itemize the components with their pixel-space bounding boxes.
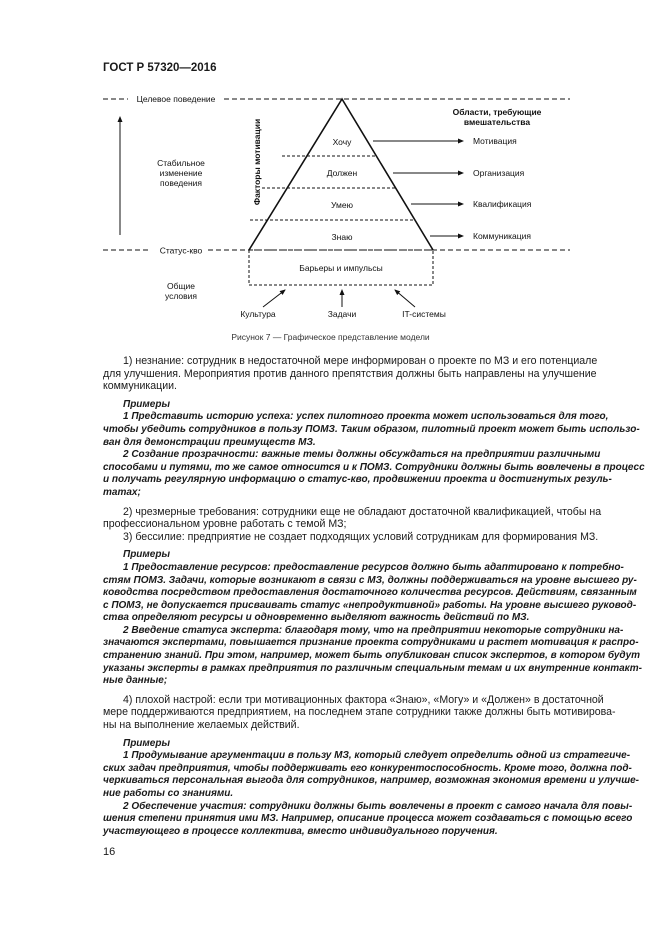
text-line: 3) бессилие: предприятие не создает подходящих условий сотрудникам для формирования МЗ.: [123, 530, 599, 543]
area-qualification: Квалификация: [473, 199, 532, 209]
level-must: Должен: [326, 168, 358, 178]
examples-block: [103, 549, 642, 688]
level-know: Знаю: [331, 232, 353, 242]
text-line: Примеры: [123, 549, 171, 561]
text-line: участвующего в процессе коллектива, вместо индивидуального поручения.: [103, 825, 498, 837]
page-number: 16: [103, 846, 116, 858]
input-tasks: Задачи: [327, 309, 357, 319]
text-line: чтобы убедить сотрудников в пользу ПОМЗ. Таким образом, пилотный проект может быть использо-: [103, 423, 640, 435]
text-line: ны на выполнение желаемых действий.: [103, 719, 300, 732]
text-line: 1 Представить историю успеха: успех пилотного проекта может использоваться для того,: [123, 411, 609, 423]
text-line: профессиональном уровне работать с темой МЗ;: [103, 518, 347, 531]
text-line: способами и путями, то же самое относится и к ПОМЗ. Сотрудники должны быть вовлечены в процесс: [103, 461, 645, 473]
text-line: стям ПОМЗ. Задачи, которые возникают в связи с МЗ, должны поддерживаться на уровне высшего ру-: [103, 574, 637, 586]
paragraph: [103, 355, 598, 393]
area-motivation: Мотивация: [473, 136, 517, 146]
text-line: Примеры: [123, 398, 171, 410]
text-line: с ПОМЗ, не допускается присваивать статус «непродуктивной» работы. На уровне высшего руковод-: [103, 599, 637, 611]
text-line: ководства посредством предоставления достаточного количества ресурсов. Действиям, связанным: [103, 587, 637, 599]
text-line: ских задач предприятия, чтобы поддерживать его конкурентоспособность. Кроме того, должна под-: [103, 762, 632, 774]
examples-block: [103, 737, 639, 839]
level-can: Умею: [331, 200, 353, 210]
text-line: странению знаний. При этом, например, может быть опубликован список экспертов, в котором будут: [103, 650, 641, 662]
document-body: [103, 355, 645, 844]
text-line: ства определяют ресурсы и одновременно выделяют важность действий по МЗ.: [103, 612, 530, 624]
input-it-systems: IT-системы: [402, 309, 446, 319]
text-line: 2) чрезмерные требования: сотрудники еще не обладают достаточной квалификацией, чтобы на: [123, 505, 602, 518]
barriers-label: Барьеры и импульсы: [299, 263, 383, 273]
text-line: 1 Продумывание аргументации в пользу МЗ, который следует определить одной из стратегиче-: [123, 750, 631, 762]
input-culture: Культура: [240, 309, 276, 319]
text-line: Примеры: [123, 737, 171, 749]
text-line: черкиваться персональная выгода для сотрудников, например, возможная экономия времени и улучше-: [103, 775, 639, 787]
figure-caption: Рисунок 7 — Графическое представление модели: [231, 332, 430, 342]
stable-change-label: поведения: [159, 178, 203, 188]
area-communication: Коммуникация: [473, 231, 532, 241]
text-line: 2 Обеспечение участия: сотрудники должны быть вовлечены в проект с самого начала для повы-: [123, 800, 633, 812]
target-label: Целевое поведение: [136, 94, 216, 104]
areas-title: Области, требующие: [452, 107, 542, 117]
paragraph: [103, 693, 616, 732]
text-line: 2 Создание прозрачности: важные темы должны обсуждаться на предприятии различными: [123, 449, 601, 461]
text-line: шения степени принятия ими МЗ. Например, описание процесса может создаваться с помощью всего: [103, 813, 633, 825]
examples-block: [103, 398, 645, 500]
text-line: 1 Предоставление ресурсов: предоставление ресурсов должно быть адаптировано к потребно-: [123, 561, 624, 573]
text-line: татах;: [103, 486, 141, 498]
level-want: Хочу: [332, 137, 352, 147]
paragraph: [103, 505, 602, 544]
text-line: мере поддерживаются предприятием, на последнем этапе сотрудники также должны быть мотивирова-: [103, 706, 616, 719]
text-line: коммуникации.: [103, 380, 178, 393]
stable-change-label: изменение: [159, 168, 203, 178]
factors-label: Факторы мотивации: [252, 118, 262, 206]
area-organization: Организация: [473, 168, 525, 178]
stable-change-label: Стабильное: [157, 158, 205, 168]
model-diagram: [0, 0, 661, 330]
text-line: ние работы со знаниями.: [103, 788, 234, 799]
text-line: 4) плохой настрой: если три мотивационных фактора «Знаю», «Могу» и «Должен» в достаточной: [123, 693, 604, 706]
areas-title: вмешательства: [463, 117, 531, 127]
statusquo-label: Статус-кво: [159, 245, 203, 256]
text-line: значаются экспертами, повышается признание проекта сотрудниками и растет мотивация к распро-: [103, 637, 639, 649]
text-line: ван для демонстрации преимуществ МЗ.: [103, 436, 316, 448]
text-line: 1) незнание: сотрудник в недостаточной мере информирован о проекте по МЗ и его потенциале: [123, 355, 598, 367]
text-line: 2 Введение статуса эксперта: благодаря тому, что на предприятии некоторые сотрудники на-: [123, 624, 624, 636]
text-line: указаны эксперты в рамках предприятия по различным специальным темам и их внутренние контакт-: [103, 662, 642, 674]
general-conditions-label: Общие: [167, 281, 195, 291]
general-conditions-label: условия: [164, 291, 198, 301]
text-line: для улучшения. Мероприятия против данного препятствия должны быть направлены на улучшение: [103, 367, 597, 380]
text-line: и получать регулярную информацию о статус-кво, продвижении проекта и достигнутых резуль-: [103, 474, 612, 486]
document-header: ГОСТ Р 57320—2016: [103, 62, 217, 74]
text-line: ные данные;: [103, 675, 168, 687]
